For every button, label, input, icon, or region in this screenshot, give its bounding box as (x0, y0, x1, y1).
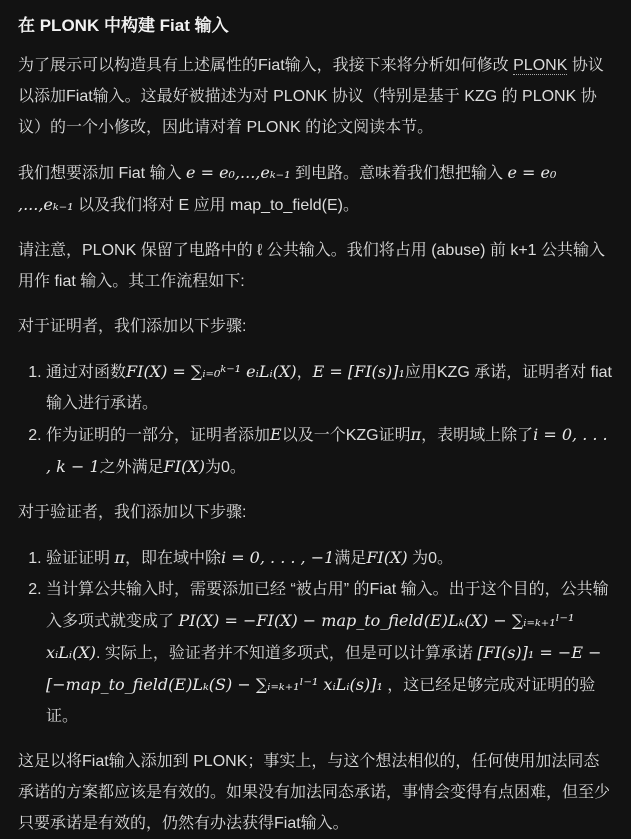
math-expression: [FI(s)]₁ = −E − [−map_to_field(E)Lₖ(S) − ∑ᵢ₌ₖ₊₁ˡ⁻¹ xᵢLᵢ(s)]₁ (46, 643, 602, 694)
text-segment: 这足以将Fiat输入添加到 PLONK；事实上，与这个想法相似的，任何使用加法同态承诺的方案都应该是有效的。如果没有加法同态承诺，事情会变得有点困难，但至少只要承诺是有效的，仍然有办法获得Fiat输入。 (18, 753, 611, 832)
text-segment: 对于验证者，我们添加以下步骤: (18, 504, 247, 521)
text-segment: 为0。 (204, 459, 246, 476)
text-segment: ，即在域中除 (124, 550, 221, 567)
verifier-step (46, 574, 613, 732)
text-segment: ，表明域上除了 (421, 427, 534, 444)
math-expression: E (270, 425, 282, 444)
math-expression: PI(X) = −FI(X) − map_to_field(E)Lₖ(X) − ∑ᵢ₌ₖ₊₁ˡ⁻¹ xᵢLᵢ(X) (46, 611, 575, 662)
prover-step (46, 356, 613, 419)
text-segment: 满足 (334, 550, 367, 567)
prover-steps-list (18, 356, 613, 483)
prover-step (46, 419, 613, 483)
verifier-steps-list (18, 542, 613, 732)
text-segment: 协议以添加Fiat输入。这最好被描述为对 PLONK 协议（特别是基于 KZG 的 PLONK 协议）的一个小修改，因此请对着 PLONK 的论文阅读本节。 (18, 57, 604, 136)
verifier-step (46, 542, 613, 574)
text-segment: 以及我们将对 E 应用 map_to_field(E)。 (73, 197, 359, 214)
math-expression: i = 0, . . . , −1 (220, 548, 335, 567)
math-expression: E = [FI(s)]₁ (312, 362, 405, 381)
prover-heading (18, 311, 613, 342)
math-expression: FI(X) (163, 457, 205, 476)
math-expression: FI(X) = ∑ᵢ₌₀ᵏ⁻¹ eᵢLᵢ(X) (126, 362, 297, 381)
section-title: 在 PLONK 中构建 Fiat 输入 (18, 16, 229, 35)
paragraph-public-inputs (18, 235, 613, 297)
text-segment: 请注意，PLONK 保留了电路中的 ℓ 公共输入。我们将占用 (abuse) 前 k+1 公共输入用作 fiat 输入。其工作流程如下: (18, 242, 606, 290)
text-segment: 应用KZG 承诺，证明者对 fiat 输入进行承诺。 (46, 364, 613, 412)
verifier-heading (18, 497, 613, 528)
paragraph-conclusion (18, 746, 613, 839)
text-segment: 到电路。意味着我们想把输入 (290, 165, 508, 182)
paragraph-fiat-inputs (18, 157, 613, 221)
text-segment: ， (296, 364, 313, 381)
text-segment: 作为证明的一部分，证明者添加 (46, 427, 271, 444)
math-expression: π (410, 425, 422, 444)
text-segment: 验证证明 (46, 550, 115, 567)
text-segment: 当计算公共输入时，需要添加已经 “被占用” 的Fiat 输入。出于这个目的，公共输入多项式就变成了 (46, 581, 609, 630)
math-expression: π (114, 548, 125, 567)
text-segment: 为0。 (407, 550, 453, 567)
plonk-link[interactable]: PLONK (513, 57, 568, 74)
text-segment: 通过对函数 (46, 364, 127, 381)
text-segment: 之外满足 (99, 459, 164, 476)
text-segment: ，这已经足够完成对证明的验证。 (46, 677, 596, 725)
text-segment: . 实际上，验证者并不知道多项式，但是可以计算承诺 (95, 645, 478, 662)
text-segment: 对于证明者，我们添加以下步骤: (18, 318, 247, 335)
text-segment: 为了展示可以构造具有上述属性的Fiat输入，我接下来将分析如何修改 (18, 57, 514, 74)
text-segment: 以及一个KZG证明 (281, 427, 411, 444)
paragraph-intro (18, 50, 613, 143)
math-expression: e = e₀ ,...,eₖ₋₁ (18, 163, 557, 214)
math-expression: FI(X) (366, 548, 408, 567)
text-segment: 我们想要添加 Fiat 输入 (18, 165, 187, 182)
math-expression: e = e₀,...,eₖ₋₁ (186, 163, 291, 182)
math-expression: i = 0, . . . , k − 1 (46, 425, 608, 476)
